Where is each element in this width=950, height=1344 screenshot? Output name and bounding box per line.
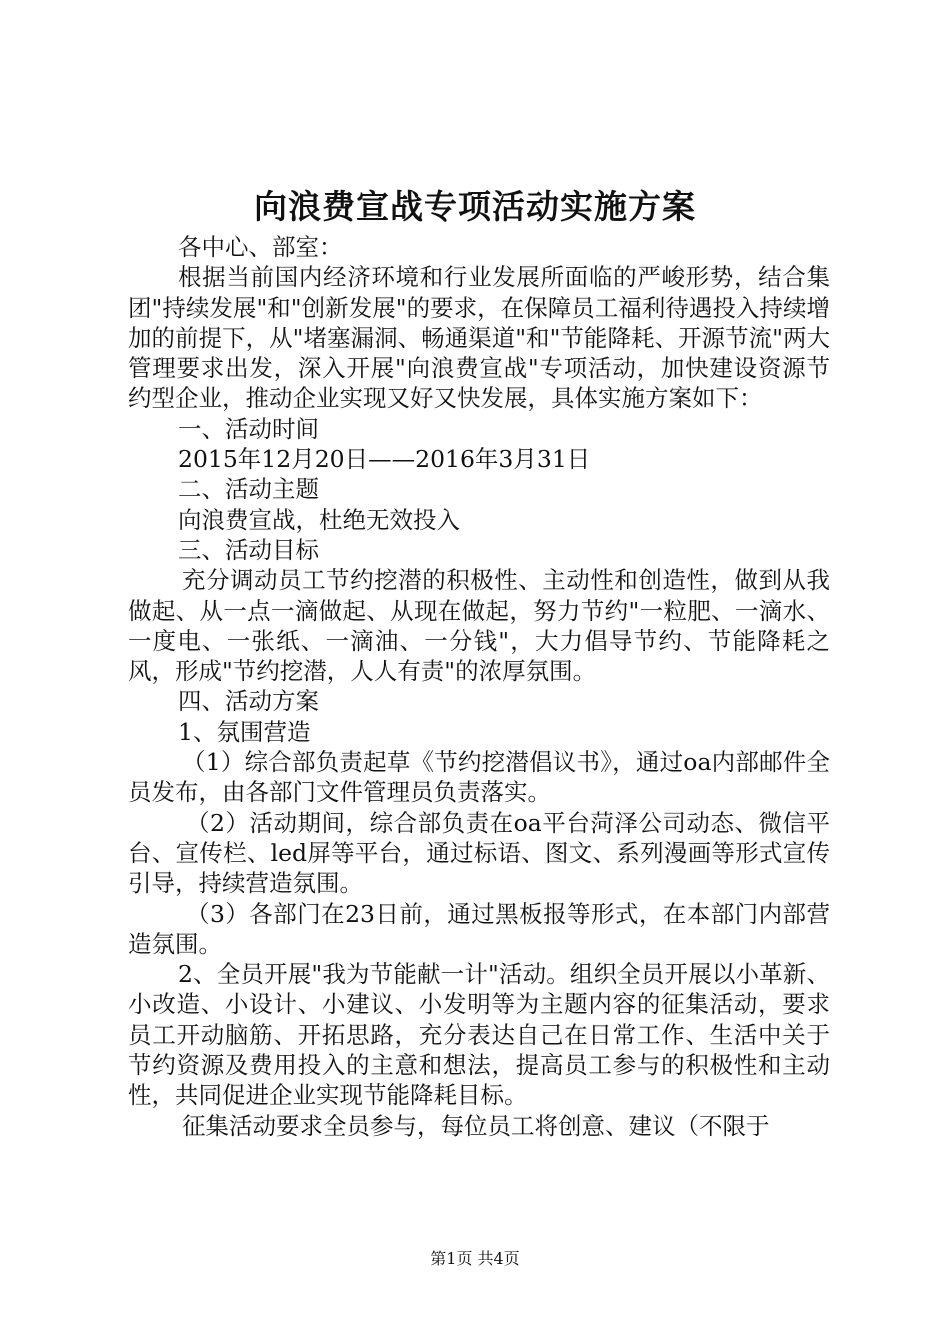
activity-time-text: 2015年12月20日——2016年3月31日 <box>178 445 591 474</box>
section-heading-goal: 三、活动目标 <box>178 535 319 564</box>
activity-theme-text: 向浪费宣战，杜绝无效投入 <box>178 505 460 534</box>
subheading-atmosphere: 1、氛围营造 <box>178 717 311 746</box>
plan-item-2: （2）活动期间，综合部负责在oa平台菏泽公司动态、微信平台、宣传栏、led屏等平台，通过标语、图文、系列漫画等形式宣传引导，持续营造氛围。 <box>128 808 830 898</box>
plan-item-3: （3）各部门在23日前，通过黑板报等形式，在本部门内部营造氛围。 <box>128 899 830 958</box>
suggestion-activity-paragraph: 2、全员开展"我为节能献一计"活动。组织全员开展以小革新、小改造、小设计、小建议、小发明等为主题内容的征集活动，要求员工开动脑筋、开拓思路，充分表达自己在日常工作、生活中关于节约资源及费用投入的主意和想法，提高员工参与的积极性和主动性，共同促进企业实现节能降耗目标。 <box>128 960 830 1110</box>
intro-paragraph: 根据当前国内经济环境和行业发展所面临的严峻形势，结合集团"持续发展"和"创新发展"的要求，在保障员工福利待遇投入持续增加的前提下，从"堵塞漏洞、畅通渠道"和"节能降耗、开源节流"两大管理要求出发，深入开展"向浪费宣战"专项活动，加快建设资源节约型企业，推动企业实现又好又快发展，具体实施方案如下： <box>128 263 830 413</box>
section-heading-time: 一、活动时间 <box>178 414 319 443</box>
page-footer: 第1页 共4页 <box>430 1249 520 1268</box>
section-heading-theme: 二、活动主题 <box>178 475 319 504</box>
collection-requirements-paragraph: 征集活动要求全员参与，每位员工将创意、建议（不限于 <box>182 1111 770 1140</box>
plan-item-1: （1）综合部负责起草《节约挖潜倡议书》，通过oa内部邮件全员发布，由各部门文件管理员负责落实。 <box>128 748 830 807</box>
document-body <box>128 232 830 1141</box>
section-heading-plan: 四、活动方案 <box>178 687 319 716</box>
salutation: 各中心、部室： <box>178 233 343 261</box>
document-title: 向浪费宣战专项活动实施方案 <box>254 187 696 226</box>
activity-goal-paragraph: 充分调动员工节约挖潜的积极性、主动性和创造性，做到从我做起、从一点一滴做起、从现在做起，努力节约"一粒肥、一滴水、一度电、一张纸、一滴油、一分钱"，大力倡导节约、节能降耗之风，形成"节约挖潜，人人有责"的浓厚氛围。 <box>128 566 830 686</box>
